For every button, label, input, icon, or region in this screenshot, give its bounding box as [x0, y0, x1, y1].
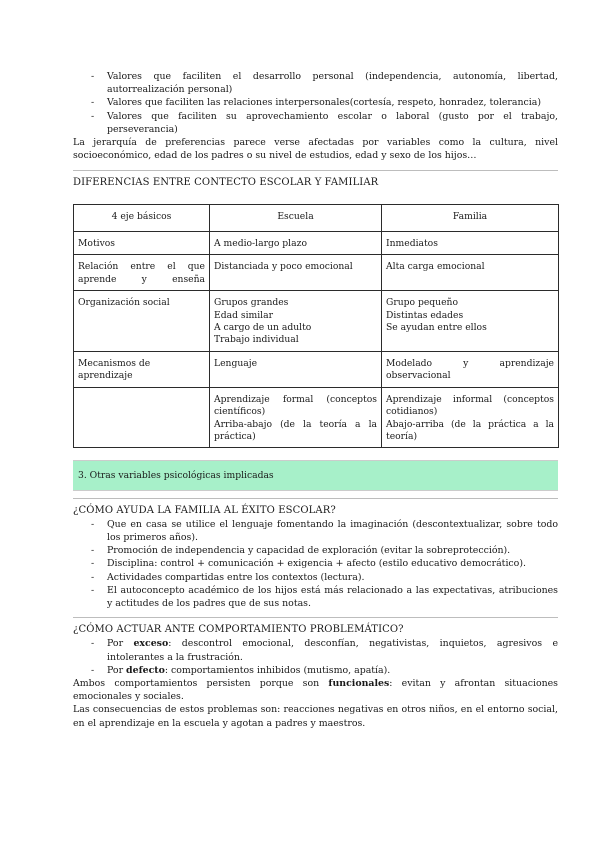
table-cell: Grupos grandes Edad similar A cargo de un adulto Trabajo individual: [210, 291, 382, 352]
table-row: [74, 255, 559, 291]
table-cell: Aprendizaje informal (conceptos cotidianos) Abajo-arriba (de la práctica a la teoría): [382, 387, 559, 448]
table-header-cell: Escuela: [210, 204, 382, 231]
section-3-heading: 3. Otras variables psicológicas implicadas: [73, 460, 558, 490]
dash-bullet: -: [91, 97, 95, 109]
values-list: [73, 70, 558, 136]
table-cell: Modelado y aprendizaje observacional: [382, 351, 559, 387]
list-item: - Valores que faciliten su aprovechamiento escolar o laboral (gusto por el trabajo, perseverancia): [91, 110, 558, 135]
table-header-row: [74, 204, 559, 231]
persisten-paragraph: Ambos comportamientos persisten porque son funcionales: evitan y afrontan situaciones emocionales y sociales.: [73, 677, 558, 703]
table-cell: Distanciada y poco emocional: [210, 255, 382, 291]
consecuencias-paragraph: Las consecuencias de estos problemas son: reacciones negativas en otros niños, en el entorno social, en el aprendizaje en la escuela y agotan a padres y maestros.: [73, 704, 558, 729]
table-cell: Aprendizaje formal (conceptos científicos) Arriba-abajo (de la teoría a la práctica): [210, 387, 382, 448]
dash-bullet: -: [91, 638, 95, 650]
table-cell: Motivos: [74, 232, 210, 255]
list-item: - Promoción de independencia y capacidad de exploración (evitar la sobreprotección).: [91, 545, 511, 557]
divider: [73, 617, 558, 618]
divider: [73, 170, 558, 171]
comparison-table: [73, 204, 559, 449]
intro-paragraph: La jerarquía de preferencias parece verse afectadas por variables como la cultura, nivel socioeconómico, edad de los padres o su nivel de estudios, edad y sexo de los hijos…: [73, 137, 558, 162]
dash-bullet: -: [91, 558, 95, 570]
table-cell: Lenguaje: [210, 351, 382, 387]
dash-bullet: -: [91, 71, 95, 82]
list-item: - Actividades compartidas entre los contextos (lectura).: [91, 571, 365, 583]
table-row: [74, 232, 559, 255]
dash-bullet: -: [91, 518, 95, 530]
divider: [73, 498, 558, 499]
table-cell: A medio-largo plazo: [210, 232, 382, 255]
dash-bullet: -: [91, 664, 95, 676]
list-item: - Por defecto: comportamientos inhibidos (mutismo, apatía).: [91, 664, 391, 676]
ayuda-list: [73, 518, 558, 610]
dash-bullet: -: [91, 545, 95, 557]
table-row: [74, 387, 559, 448]
table-cell: Inmediatos: [382, 232, 559, 255]
table-header-cell: Familia: [382, 204, 559, 231]
list-item: - Valores que faciliten las relaciones interpersonales(cortesía, respeto, honradez, tolerancia): [91, 97, 542, 109]
table-cell: Grupo pequeño Distintas edades Se ayudan entre ellos: [382, 291, 559, 352]
list-item: - Que en casa se utilice el lenguaje fomentando la imaginación (descontextualizar, sobre todo los primeros años).: [91, 518, 558, 543]
table-cell: Mecanismos de aprendizaje: [74, 351, 210, 387]
table-cell: [74, 387, 210, 448]
ayuda-title: ¿CÓMO AYUDA LA FAMILIA AL ÉXITO ESCOLAR?: [73, 504, 336, 516]
list-item: - Por exceso: descontrol emocional, desconfían, negativistas, inquietos, agresivos e intolerantes a la frustración.: [91, 638, 558, 663]
table-row: [74, 351, 559, 387]
diferencias-title: DIFERENCIAS ENTRE CONTECTO ESCOLAR Y FAMILIAR: [73, 177, 379, 189]
dash-bullet: -: [91, 110, 95, 122]
dash-bullet: -: [91, 584, 95, 596]
list-item: - Valores que faciliten el desarrollo personal (independencia, autonomía, libertad, autorrealización personal): [91, 71, 558, 96]
table-cell: Alta carga emocional: [382, 255, 559, 291]
document-page: [73, 70, 558, 730]
dash-bullet: -: [91, 571, 95, 583]
actuar-list: [73, 637, 558, 677]
list-item: - El autoconcepto académico de los hijos está más relacionado a las expectativas, atribuciones y actitudes de los padres que de sus notas.: [91, 584, 558, 609]
list-item: - Disciplina: control + comunicación + exigencia + afecto (estilo educativo democrático).: [91, 558, 526, 570]
table-header-cell: 4 eje básicos: [74, 204, 210, 231]
actuar-title: ¿CÓMO ACTUAR ANTE COMPORTAMIENTO PROBLEMÁTICO?: [73, 624, 404, 636]
table-row: [74, 291, 559, 352]
table-cell: Relación entre el que aprende y enseña: [74, 255, 210, 291]
table-cell: Organización social: [74, 291, 210, 352]
